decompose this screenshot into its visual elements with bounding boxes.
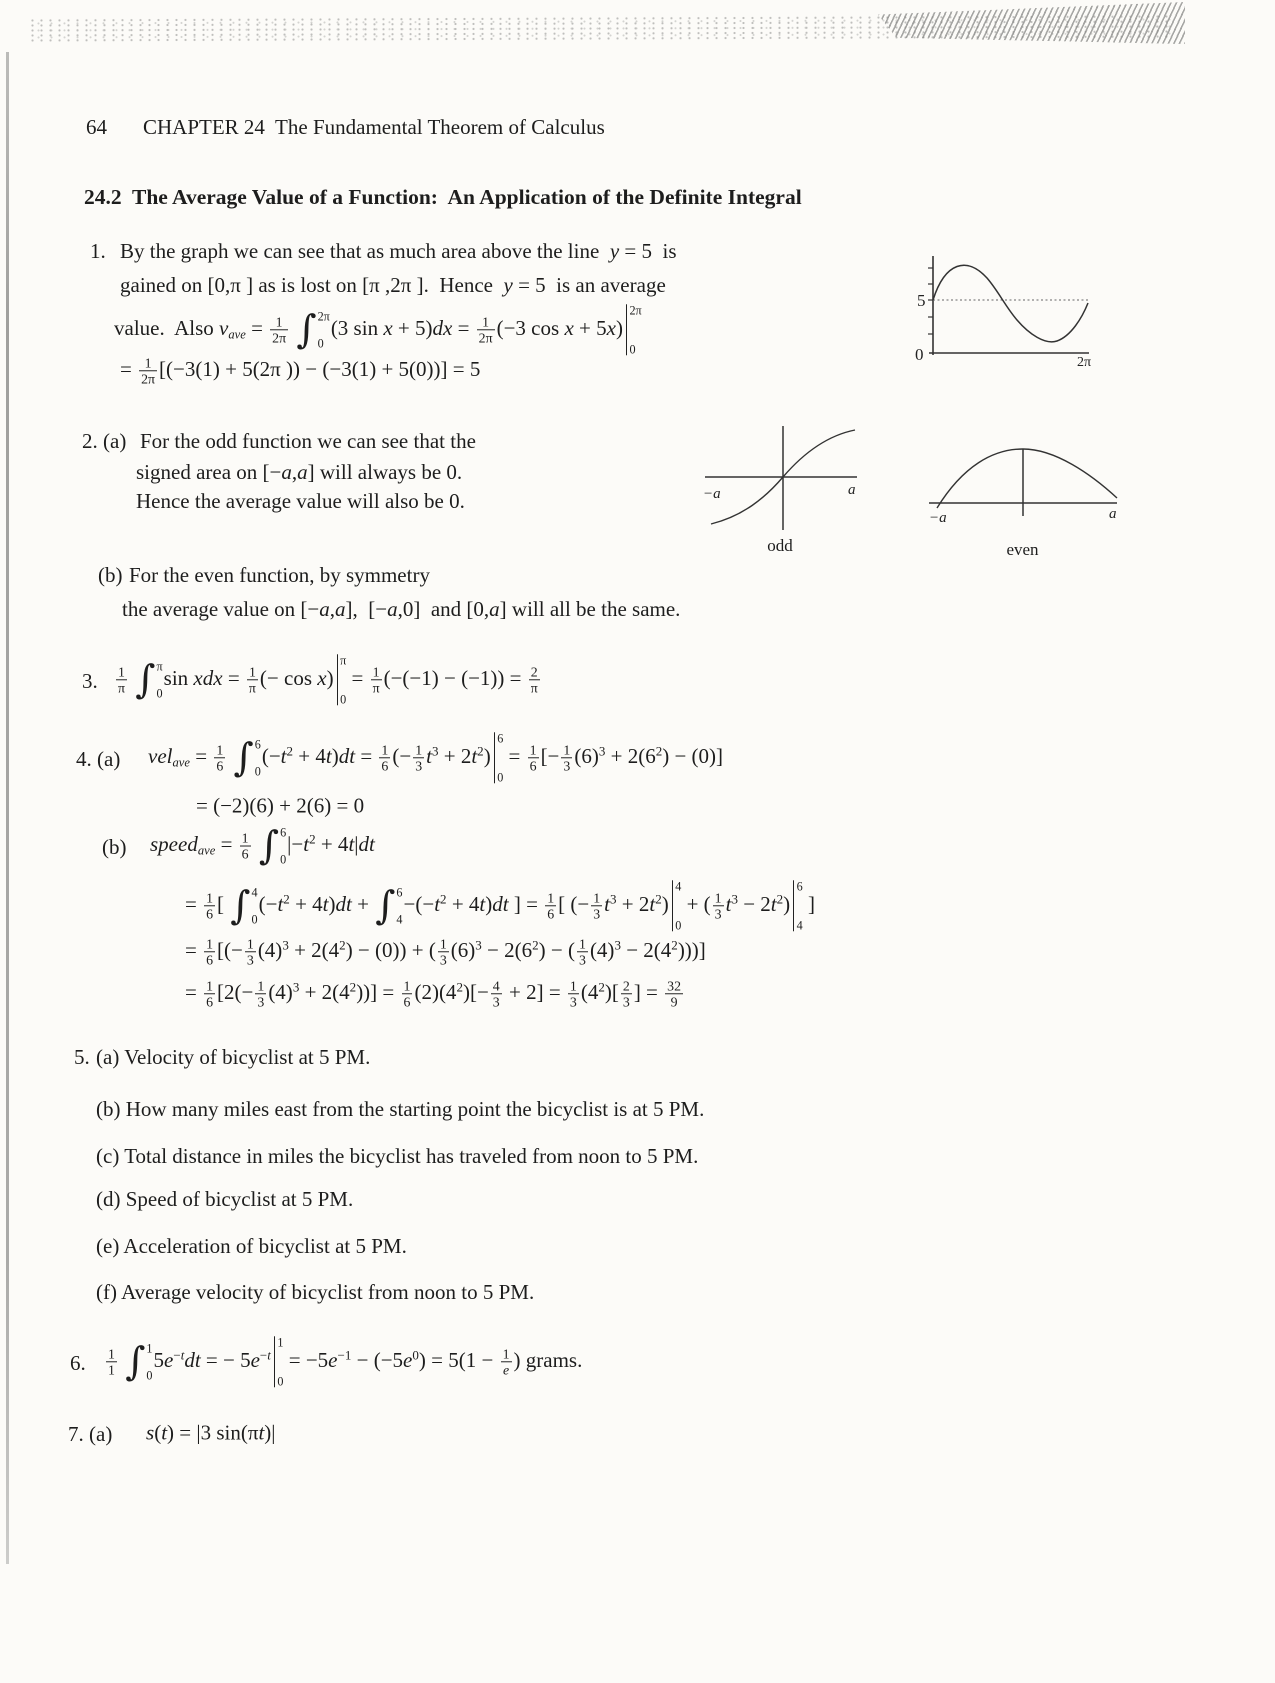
item-label: (c) — [96, 1144, 120, 1168]
figure-sine-about-5 — [905, 248, 1095, 370]
problem-2a-line-1: For the odd function we can see that the — [140, 429, 476, 453]
odd-left-label: −a — [703, 486, 721, 502]
figure-even-caption: even — [1006, 540, 1039, 559]
figure-odd-function — [695, 420, 865, 535]
scan-hatch-top-right — [878, 2, 1185, 44]
y-tick-label-5: 5 — [917, 291, 926, 310]
problem-4a-math-2: = (−2)(6) + 2(6) = 0 — [196, 793, 365, 818]
problem-2a-line-3: Hence the average value will also be 0. — [136, 489, 465, 513]
problem-2a-marker: 2. (a) — [82, 429, 127, 453]
problem-4a-marker: 4. (a) — [76, 747, 121, 771]
even-left-label: −a — [929, 510, 947, 526]
even-curve — [937, 449, 1117, 508]
item-label: (b) — [96, 1097, 121, 1121]
problem-4b-math-3: = $\frac{1}{6}$ [(− $\frac{1}{3}$ $(4)^3 + 2(4^2) - (0)$) + ( $\frac{1}{3}$ $(6)^3 - 2(6^2)$ − ( $\frac{1}{3}$ $(4)^3 - 2(4^2)$))] — [185, 936, 706, 968]
problem-4b-math-2: = $\frac{1}{6}$ [ ∫ 4 0 $(-t^2 + 4t)dt$ + ∫ 6 4 $-(-t^2 + 4t)dt$ ] = $\frac{1}{6}$ [ (− $\frac{1}{3}$ $t^3 + 2t^2$) 4 0 + ( $\frac{1}{3}$ $t^3 - 2t^2$) 6 4 ] — [185, 879, 815, 933]
item-label: (f) — [96, 1280, 117, 1304]
figure-even-svg — [925, 438, 1120, 526]
figure-even-function — [925, 438, 1120, 526]
problem-2b-line-2: the average value on [−a,a], [−a,0] and [0,a] will all be the same. — [122, 597, 681, 621]
item-text: Average velocity of bicyclist from noon to 5 PM. — [121, 1280, 535, 1304]
problem-1-line-4: = $\frac{1}{2\pi}$ [(−3(1) + 5(2π )) − (−3(1) + 5(0))] = 5 — [120, 355, 481, 387]
problem-5-item-e — [96, 1233, 407, 1259]
item-label: (e) — [96, 1234, 120, 1258]
figure-sine-svg — [905, 248, 1095, 370]
item-text: Acceleration of bicyclist at 5 PM. — [123, 1234, 407, 1258]
even-right-label: a — [1109, 506, 1117, 522]
figure-odd-svg — [695, 420, 865, 535]
problem-1-line-2: gained on [0,π ] as is lost on [π ,2π ]. Hence y = 5 is an average — [120, 273, 666, 297]
odd-right-label: a — [848, 482, 856, 498]
x-tick-label-2pi: 2π — [1077, 355, 1092, 370]
problem-4b-math-1: speed$_{ave}$ = $\frac{1}{6}$ ∫ 6 0 $|-t^2 + 4t|dt$ — [150, 823, 375, 869]
problem-5-item-c — [96, 1143, 698, 1169]
problem-5-item-a — [96, 1044, 370, 1070]
problem-1-line-1: By the graph we can see that as much area above the line y = 5 is — [120, 239, 677, 263]
problem-5-marker: 5. — [74, 1045, 90, 1069]
problem-1-line-3: value. Also $v_{ave}$ = $\frac{1}{2\pi}$ ∫ 2π 0 (3 sin x + 5)dx = $\frac{1}{2\pi}$ (−3 cos x + 5x) 2π 0 — [114, 303, 642, 357]
problem-1-marker: 1. — [90, 239, 106, 263]
problem-2a-line-2: signed area on [−a,a] will always be 0. — [136, 460, 463, 484]
problem-5-item-b — [96, 1096, 704, 1122]
problem-3-math: $\frac{1}{\pi}$ ∫ π 0 sin xdx = $\frac{1}{\pi}$ (− cos x) π 0 = $\frac{1}{\pi}$ (−(−1) − (−1)) = $\frac{2}{\pi}$ — [118, 653, 538, 707]
section-title: 24.2 The Average Value of a Function: An Application of the Definite Integral — [84, 185, 802, 209]
page-number: 64 — [86, 115, 107, 139]
problem-7-math: s(t) = |3 sin(πt)| — [146, 1420, 276, 1445]
origin-label-0: 0 — [915, 345, 924, 364]
item-text: Velocity of bicyclist at 5 PM. — [124, 1045, 371, 1069]
problem-4a-math-1: vel$_{ave}$ = $\frac{1}{6}$ ∫ 6 0 $(-t^2 + 4t)dt$ = $\frac{1}{6}$ (− $\frac{1}{3}$ $t^3 + 2t^2$) 6 0 = $\frac{1}{6}$ [− $\frac{1}{3}$ $(6)^3 + 2(6^2) - (0)$] — [148, 731, 724, 785]
problem-5-item-f — [96, 1279, 534, 1305]
figure-odd-caption: odd — [767, 536, 793, 555]
item-text: Speed of bicyclist at 5 PM. — [125, 1187, 354, 1211]
item-label: (d) — [96, 1187, 121, 1211]
problem-4b-math-4: = $\frac{1}{6}$ [2(− $\frac{1}{3}$ $(4)^3 + 2(4^2)$)] = $\frac{1}{6}$ $(2)(4^2)[-$ $\frac{4}{3}$ + 2] = $\frac{1}{3}$ $(4^2)$[ $\frac{2}{3}$ ] = $\frac{32}{9}$ — [185, 978, 682, 1010]
problem-2b-line-1: For the even function, by symmetry — [129, 563, 430, 587]
scan-left-edge-line — [6, 52, 9, 1564]
chapter-title: CHAPTER 24 The Fundamental Theorem of Calculus — [143, 115, 605, 139]
problem-6-marker: 6. — [70, 1351, 86, 1375]
problem-5-item-d — [96, 1186, 353, 1212]
problem-7-marker: 7. (a) — [68, 1422, 113, 1446]
sine-curve — [933, 265, 1088, 342]
item-label: (a) — [96, 1045, 120, 1069]
problem-3-marker: 3. — [82, 669, 98, 693]
item-text: Total distance in miles the bicyclist has traveled from noon to 5 PM. — [124, 1144, 699, 1168]
item-text: How many miles east from the starting point the bicyclist is at 5 PM. — [125, 1097, 705, 1121]
problem-2b-marker: (b) — [98, 563, 123, 587]
problem-6-math: $\frac{1}{1}$ ∫ 1 0 $5e^{-t}dt$ = − $5e^{-t}$ 1 0 = $-5e^{-1} - (-5e^0) = 5(1$ − $\frac{1}{e}$ ) grams. — [108, 1335, 583, 1389]
problem-4b-marker: (b) — [102, 835, 127, 859]
